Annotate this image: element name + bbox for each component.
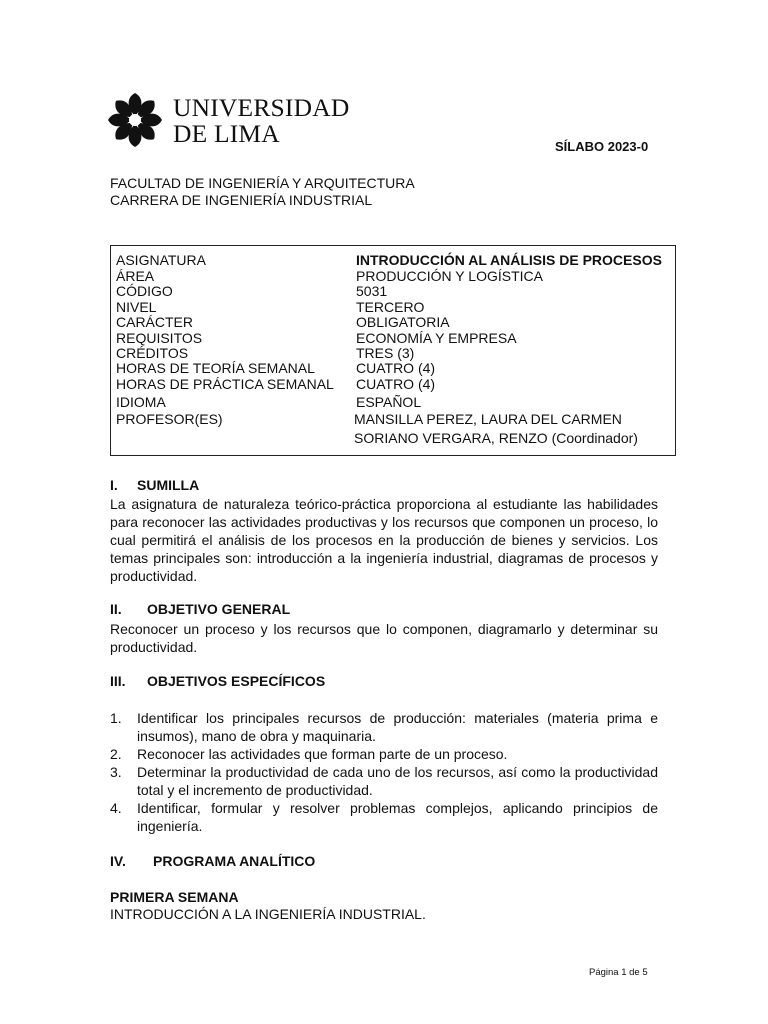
info-label: CARÁCTER [116,314,194,330]
faculty-name: FACULTAD DE INGENIERÍA Y ARQUITECTURA [110,175,415,191]
info-value: ECONOMÍA Y EMPRESA [356,330,517,346]
info-label: CÓDIGO [116,283,173,299]
section-title: SUMILLA [137,477,200,493]
list-item [110,745,658,763]
section-title: OBJETIVOS ESPECÍFICOS [147,673,326,689]
course-info-table [110,245,676,456]
item-number: 3. [110,764,122,780]
week-title: PRIMERA SEMANA [110,889,239,905]
item-number: 1. [110,710,122,726]
university-logo [107,92,350,152]
logo-line-1: UNIVERSIDAD [173,93,350,122]
page-number: Página 1 de 5 [589,967,648,978]
logo-wordmark [173,95,349,147]
info-value: CUATRO (4) [356,376,436,392]
section-number: IV. [110,853,126,869]
section-heading-objetivo-general [110,601,290,617]
info-label: NIVEL [116,299,157,315]
info-label: HORAS DE TEORÍA SEMANAL [116,360,315,376]
section-number: I. [110,477,118,493]
section-heading-objetivos-especificos [110,673,325,689]
career-name: CARRERA DE INGENIERÍA INDUSTRIAL [110,192,373,208]
info-label: CRÉDITOS [116,345,189,361]
info-value: OBLIGATORIA [356,314,450,330]
section-heading-programa-analitico [110,853,315,869]
info-label: ÁREA [116,268,155,284]
info-label: REQUISITOS [116,330,203,346]
faculty-block [110,175,415,209]
info-value: MANSILLA PEREZ, LAURA DEL CARMEN [354,411,622,427]
item-text: Determinar la productividad de cada uno de los recursos, así como la productividad total y el incremento de productividad. [137,764,658,798]
info-value: CUATRO (4) [356,360,436,376]
section-title: PROGRAMA ANALÍTICO [153,853,316,869]
info-label: PROFESOR(ES) [116,411,223,427]
item-text: Reconocer las actividades que forman parte de un proceso. [137,746,508,762]
logo-line-2: DE LIMA [173,119,280,148]
info-value: ESPAÑOL [356,394,422,410]
objectives-list [110,709,658,835]
list-item [110,709,658,745]
star-emblem-icon [107,92,163,148]
section-number: II. [110,601,122,617]
info-value: INTRODUCCIÓN AL ANÁLISIS DE PROCESOS [356,252,662,268]
info-value: TERCERO [356,299,425,315]
info-value: TRES (3) [356,345,415,361]
item-number: 2. [110,746,122,762]
week-topic: INTRODUCCIÓN A LA INGENIERÍA INDUSTRIAL. [110,906,426,922]
section-heading-sumilla [110,477,199,493]
list-item [110,763,658,799]
section-number: III. [110,673,126,689]
list-item [110,799,658,835]
syllabus-code: SÍLABO 2023-0 [555,139,649,154]
sumilla-text: La asignatura de naturaleza teórico-práctica proporciona al estudiante las habilidades para reconocer las actividades productivas y los recursos que componen un proceso, lo cual permitirá el análisis de los procesos en la producción de bienes y servicios. Los temas principales son: introducción a la ingeniería industrial, diagramas de procesos y productividad. [110,496,658,584]
item-text: Identificar los principales recursos de producción: materiales (materia prima e insumos), mano de obra y maquinaria. [137,710,658,744]
info-label: ASIGNATURA [116,252,206,268]
section-title: OBJETIVO GENERAL [147,601,291,617]
item-number: 4. [110,800,122,816]
info-label: HORAS DE PRÁCTICA SEMANAL [116,376,334,392]
info-label: IDIOMA [116,394,166,410]
info-value: 5031 [356,283,388,299]
info-value: PRODUCCIÓN Y LOGÍSTICA [356,268,543,284]
info-value: SORIANO VERGARA, RENZO (Coordinador) [354,430,638,446]
item-text: Identificar, formular y resolver problemas complejos, aplicando principios de ingeniería. [137,800,658,834]
objetivo-general-text: Reconocer un proceso y los recursos que lo componen, diagramarlo y determinar su productividad. [110,621,658,655]
